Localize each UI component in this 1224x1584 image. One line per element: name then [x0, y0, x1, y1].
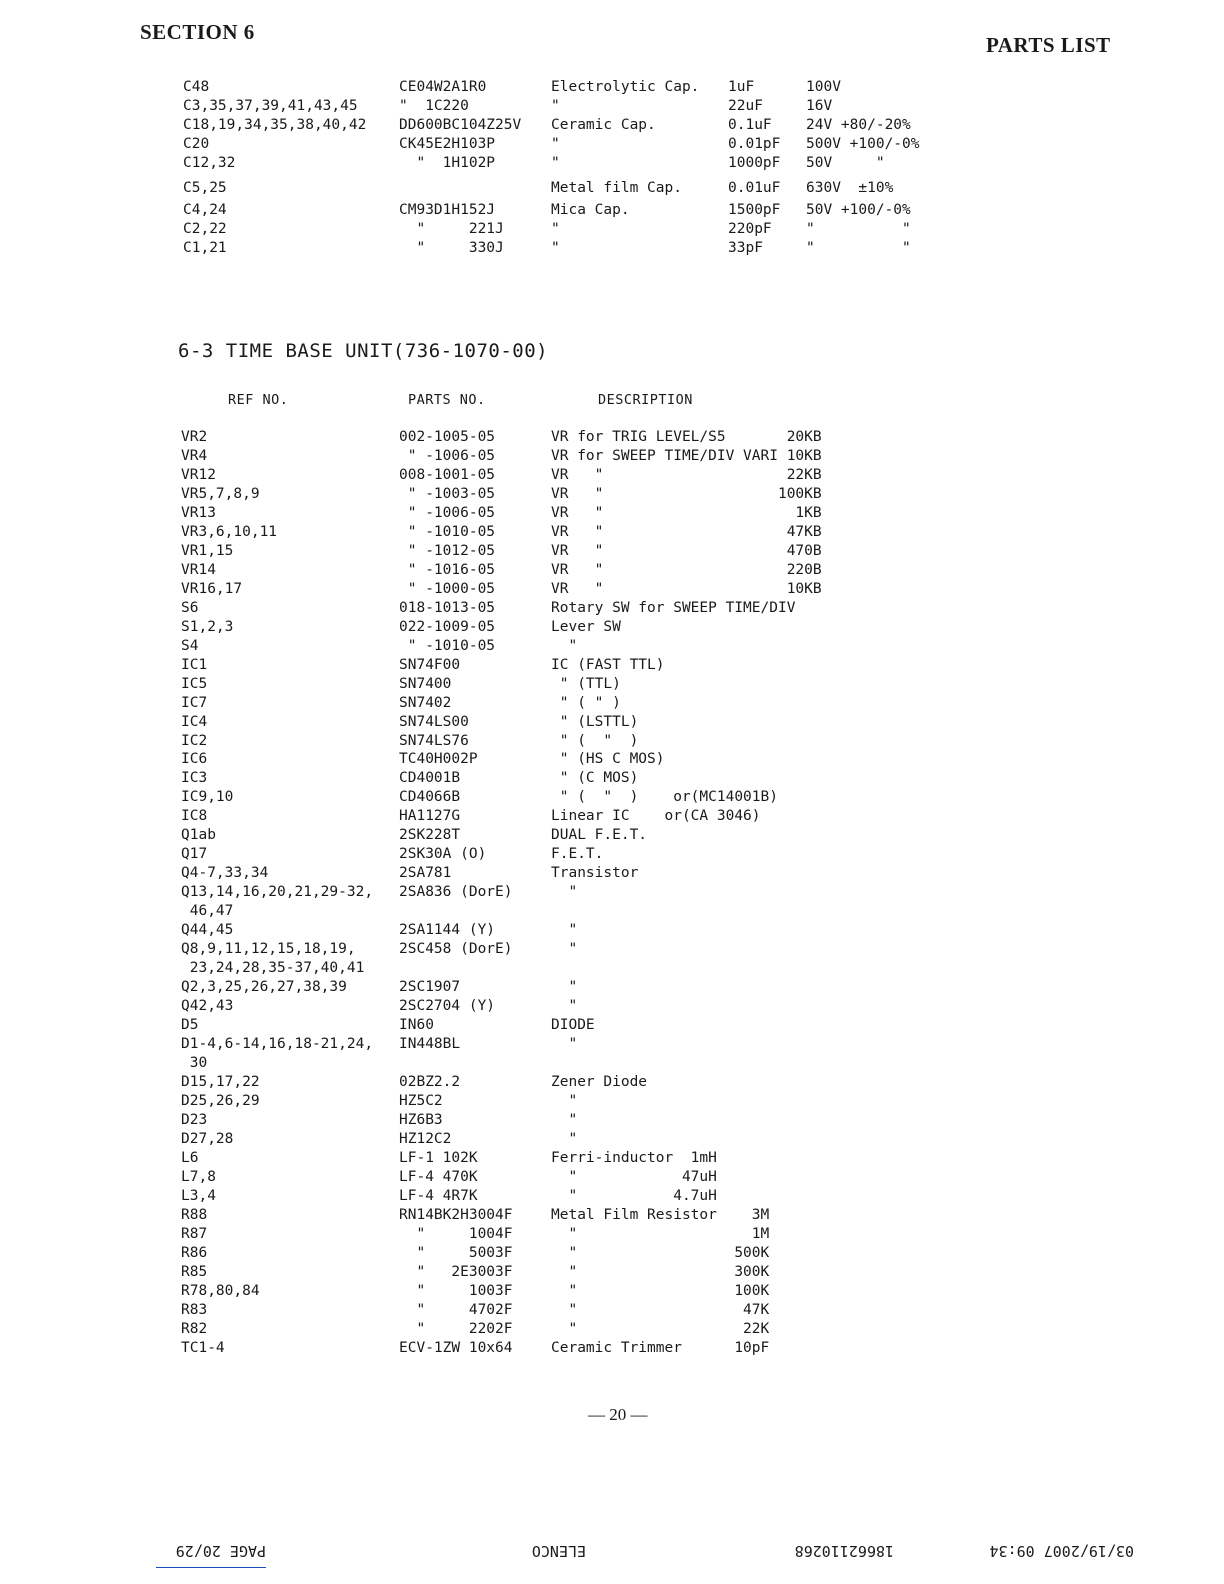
part-ref-cell: IC2: [181, 733, 208, 749]
part-part-cell: 2SC2704 (Y): [399, 998, 496, 1014]
cap-part-cell: DD600BC104Z25V: [399, 117, 522, 133]
part-ref-cell: VR12: [181, 467, 216, 483]
cap-ref-cell: C18,19,34,35,38,40,42: [183, 117, 367, 133]
part-ref-cell: 30: [181, 1055, 208, 1071]
part-ref-cell: R85: [181, 1264, 208, 1280]
part-ref-cell: VR13: [181, 505, 216, 521]
part-desc-cell: ": [551, 1036, 578, 1052]
part-part-cell: CD4001B: [399, 770, 461, 786]
cap-part-cell: " 330J: [399, 240, 504, 256]
part-desc-cell: VR " 220B: [551, 562, 822, 578]
cap-rating-cell: 630V ±10%: [806, 180, 894, 196]
part-desc-cell: ": [551, 922, 578, 938]
cap-desc-cell: ": [551, 240, 560, 256]
cap-part-cell: " 221J: [399, 221, 504, 237]
part-ref-cell: IC6: [181, 751, 208, 767]
section-heading: SECTION 6: [140, 20, 255, 44]
part-part-cell: " -1006-05: [399, 448, 496, 464]
cap-part-cell: CE04W2A1R0: [399, 79, 487, 95]
part-ref-cell: Q8,9,11,12,15,18,19,: [181, 941, 356, 957]
cap-desc-cell: Metal film Cap.: [551, 180, 682, 196]
part-part-cell: SN74LS00: [399, 714, 469, 730]
part-part-cell: 2SC1907: [399, 979, 461, 995]
part-ref-cell: 23,24,28,35-37,40,41: [181, 960, 365, 976]
part-desc-cell: VR " 22KB: [551, 467, 822, 483]
part-desc-cell: VR " 1KB: [551, 505, 822, 521]
part-desc-cell: " 100K: [551, 1283, 770, 1299]
cap-ref-cell: C1,21: [183, 240, 227, 256]
cap-value-cell: 1500pF: [728, 202, 781, 218]
cap-part-cell: " 1C220: [399, 98, 469, 114]
part-ref-cell: S4: [181, 638, 199, 654]
cap-ref-cell: C20: [183, 136, 210, 152]
part-part-cell: 2SA836 (DorE): [399, 884, 513, 900]
part-part-cell: SN74F00: [399, 657, 461, 673]
part-desc-cell: " (C MOS): [551, 770, 639, 786]
part-ref-cell: D23: [181, 1112, 208, 1128]
cap-value-cell: 33pF: [728, 240, 763, 256]
part-ref-cell: IC7: [181, 695, 208, 711]
part-ref-cell: TC1-4: [181, 1340, 225, 1356]
part-desc-cell: DUAL F.E.T.: [551, 827, 648, 843]
part-part-cell: " -1006-05: [399, 505, 496, 521]
part-part-cell: HA1127G: [399, 808, 461, 824]
part-desc-cell: " 300K: [551, 1264, 770, 1280]
part-ref-cell: Q2,3,25,26,27,38,39: [181, 979, 347, 995]
part-ref-cell: R82: [181, 1321, 208, 1337]
part-desc-cell: " (TTL): [551, 676, 621, 692]
part-part-cell: HZ12C2: [399, 1131, 452, 1147]
cap-ref-cell: C3,35,37,39,41,43,45: [183, 98, 358, 114]
part-ref-cell: Q4-7,33,34: [181, 865, 269, 881]
part-part-cell: HZ5C2: [399, 1093, 443, 1109]
part-part-cell: " -1000-05: [399, 581, 496, 597]
part-ref-cell: VR14: [181, 562, 216, 578]
part-ref-cell: R88: [181, 1207, 208, 1223]
part-ref-cell: Q42,43: [181, 998, 234, 1014]
part-desc-cell: Rotary SW for SWEEP TIME/DIV: [551, 600, 796, 616]
part-ref-cell: IC1: [181, 657, 208, 673]
fax-page-underline: [156, 1567, 266, 1568]
part-desc-cell: Linear IC or(CA 3046): [551, 808, 761, 824]
part-part-cell: SN74LS76: [399, 733, 469, 749]
part-part-cell: CD4066B: [399, 789, 461, 805]
part-ref-cell: D5: [181, 1017, 199, 1033]
cap-rating-cell: 24V +80/-20%: [806, 117, 911, 133]
part-desc-cell: " ( " ) or(MC14001B): [551, 789, 778, 805]
part-ref-cell: IC8: [181, 808, 208, 824]
part-part-cell: SN7402: [399, 695, 452, 711]
part-ref-cell: Q1ab: [181, 827, 216, 843]
part-part-cell: 02BZ2.2: [399, 1074, 461, 1090]
part-part-cell: " -1010-05: [399, 638, 496, 654]
cap-desc-cell: ": [551, 155, 560, 171]
part-ref-cell: D15,17,22: [181, 1074, 260, 1090]
part-part-cell: HZ6B3: [399, 1112, 443, 1128]
part-part-cell: LF-1 102K: [399, 1150, 478, 1166]
cap-value-cell: 1000pF: [728, 155, 781, 171]
part-part-cell: TC40H002P: [399, 751, 478, 767]
page-title: PARTS LIST: [986, 33, 1111, 57]
cap-ref-cell: C48: [183, 79, 210, 95]
part-part-cell: 002-1005-05: [399, 429, 496, 445]
part-part-cell: " -1016-05: [399, 562, 496, 578]
part-part-cell: 2SK228T: [399, 827, 461, 843]
part-desc-cell: ": [551, 941, 578, 957]
part-part-cell: 2SA1144 (Y): [399, 922, 496, 938]
page-number: — 20 —: [588, 1405, 648, 1424]
part-part-cell: 008-1001-05: [399, 467, 496, 483]
part-part-cell: LF-4 4R7K: [399, 1188, 478, 1204]
part-desc-cell: " 500K: [551, 1245, 770, 1261]
cap-desc-cell: Mica Cap.: [551, 202, 630, 218]
part-part-cell: SN7400: [399, 676, 452, 692]
fax-footer: [0, 1532, 1224, 1566]
part-desc-cell: IC (FAST TTL): [551, 657, 665, 673]
cap-desc-cell: ": [551, 98, 560, 114]
part-ref-cell: L7,8: [181, 1169, 216, 1185]
part-ref-cell: 46,47: [181, 903, 234, 919]
part-desc-cell: VR " 47KB: [551, 524, 822, 540]
part-ref-cell: Q17: [181, 846, 208, 862]
part-desc-cell: " 47K: [551, 1302, 770, 1318]
part-ref-cell: VR5,7,8,9: [181, 486, 260, 502]
cap-value-cell: 0.1uF: [728, 117, 772, 133]
part-part-cell: 2SC458 (DorE): [399, 941, 513, 957]
part-desc-cell: VR " 10KB: [551, 581, 822, 597]
part-ref-cell: IC4: [181, 714, 208, 730]
part-desc-cell: " 22K: [551, 1321, 770, 1337]
fax-datetime: 03/19/2007 09:34: [989, 1542, 1134, 1560]
part-desc-cell: Zener Diode: [551, 1074, 648, 1090]
cap-value-cell: 1uF: [728, 79, 755, 95]
fax-page: PAGE 20/29: [175, 1542, 266, 1560]
part-part-cell: 022-1009-05: [399, 619, 496, 635]
part-ref-cell: Q44,45: [181, 922, 234, 938]
part-ref-cell: R83: [181, 1302, 208, 1318]
cap-desc-cell: ": [551, 136, 560, 152]
cap-rating-cell: 100V: [806, 79, 841, 95]
column-header-description: DESCRIPTION: [598, 392, 693, 408]
part-part-cell: IN60: [399, 1017, 434, 1033]
part-ref-cell: IC3: [181, 770, 208, 786]
part-part-cell: 018-1013-05: [399, 600, 496, 616]
part-ref-cell: IC5: [181, 676, 208, 692]
part-desc-cell: " 1M: [551, 1226, 770, 1242]
cap-part-cell: CM93D1H152J: [399, 202, 496, 218]
cap-rating-cell: 500V +100/-0%: [806, 136, 920, 152]
part-desc-cell: F.E.T.: [551, 846, 604, 862]
fax-sender: ELENCO: [531, 1542, 586, 1560]
cap-value-cell: 22uF: [728, 98, 763, 114]
part-part-cell: 2SA781: [399, 865, 452, 881]
column-header-part: PARTS NO.: [408, 392, 486, 408]
part-ref-cell: L3,4: [181, 1188, 216, 1204]
part-ref-cell: R86: [181, 1245, 208, 1261]
cap-ref-cell: C4,24: [183, 202, 227, 218]
cap-part-cell: " 1H102P: [399, 155, 496, 171]
part-desc-cell: Lever SW: [551, 619, 621, 635]
part-ref-cell: L6: [181, 1150, 199, 1166]
part-ref-cell: VR3,6,10,11: [181, 524, 278, 540]
part-desc-cell: ": [551, 979, 578, 995]
part-ref-cell: IC9,10: [181, 789, 234, 805]
part-part-cell: " -1003-05: [399, 486, 496, 502]
part-desc-cell: " 47uH: [551, 1169, 717, 1185]
part-ref-cell: Q13,14,16,20,21,29-32,: [181, 884, 374, 900]
part-desc-cell: ": [551, 638, 578, 654]
unit-title: 6-3 TIME BASE UNIT(736-1070-00): [178, 340, 549, 362]
part-part-cell: IN448BL: [399, 1036, 461, 1052]
part-ref-cell: VR4: [181, 448, 208, 464]
part-part-cell: " 4702F: [399, 1302, 513, 1318]
part-desc-cell: ": [551, 884, 578, 900]
part-part-cell: " 2E3003F: [399, 1264, 513, 1280]
part-desc-cell: Metal Film Resistor 3M: [551, 1207, 770, 1223]
part-desc-cell: " (HS C MOS): [551, 751, 665, 767]
cap-desc-cell: ": [551, 221, 560, 237]
part-desc-cell: DIODE: [551, 1017, 595, 1033]
cap-ref-cell: C2,22: [183, 221, 227, 237]
part-part-cell: RN14BK2H3004F: [399, 1207, 513, 1223]
part-part-cell: " 1003F: [399, 1283, 513, 1299]
part-ref-cell: VR16,17: [181, 581, 243, 597]
part-desc-cell: Ceramic Trimmer 10pF: [551, 1340, 770, 1356]
part-desc-cell: ": [551, 1131, 578, 1147]
part-ref-cell: R78,80,84: [181, 1283, 260, 1299]
part-part-cell: " 1004F: [399, 1226, 513, 1242]
cap-rating-cell: " ": [806, 240, 911, 256]
part-desc-cell: VR " 100KB: [551, 486, 822, 502]
part-ref-cell: S1,2,3: [181, 619, 234, 635]
cap-rating-cell: 50V +100/-0%: [806, 202, 911, 218]
part-desc-cell: " ( " ): [551, 695, 621, 711]
cap-rating-cell: 50V ": [806, 155, 885, 171]
part-ref-cell: D27,28: [181, 1131, 234, 1147]
cap-ref-cell: C5,25: [183, 180, 227, 196]
cap-value-cell: 0.01pF: [728, 136, 781, 152]
cap-rating-cell: " ": [806, 221, 911, 237]
part-ref-cell: D25,26,29: [181, 1093, 260, 1109]
part-ref-cell: S6: [181, 600, 199, 616]
cap-rating-cell: 16V: [806, 98, 833, 114]
part-part-cell: ECV-1ZW 10x64: [399, 1340, 513, 1356]
cap-value-cell: 0.01uF: [728, 180, 781, 196]
cap-ref-cell: C12,32: [183, 155, 236, 171]
fax-phone: 18662110268: [794, 1542, 894, 1560]
part-desc-cell: Ferri-inductor 1mH: [551, 1150, 717, 1166]
part-ref-cell: VR2: [181, 429, 208, 445]
part-part-cell: " 2202F: [399, 1321, 513, 1337]
part-part-cell: " -1012-05: [399, 543, 496, 559]
part-desc-cell: VR " 470B: [551, 543, 822, 559]
column-header-ref: REF NO.: [228, 392, 289, 408]
part-desc-cell: VR for SWEEP TIME/DIV VARI 10KB: [551, 448, 822, 464]
part-desc-cell: ": [551, 1112, 578, 1128]
part-part-cell: " -1010-05: [399, 524, 496, 540]
part-ref-cell: VR1,15: [181, 543, 234, 559]
part-part-cell: " 5003F: [399, 1245, 513, 1261]
part-desc-cell: " (LSTTL): [551, 714, 639, 730]
part-part-cell: 2SK30A (O): [399, 846, 487, 862]
cap-desc-cell: Ceramic Cap.: [551, 117, 656, 133]
part-desc-cell: " ( " ): [551, 733, 639, 749]
cap-value-cell: 220pF: [728, 221, 772, 237]
part-desc-cell: Transistor: [551, 865, 639, 881]
part-desc-cell: ": [551, 1093, 578, 1109]
part-desc-cell: ": [551, 998, 578, 1014]
part-ref-cell: R87: [181, 1226, 208, 1242]
part-desc-cell: VR for TRIG LEVEL/S5 20KB: [551, 429, 822, 445]
part-ref-cell: D1-4,6-14,16,18-21,24,: [181, 1036, 374, 1052]
cap-part-cell: CK45E2H103P: [399, 136, 496, 152]
part-desc-cell: " 4.7uH: [551, 1188, 717, 1204]
part-part-cell: LF-4 470K: [399, 1169, 478, 1185]
cap-desc-cell: Electrolytic Cap.: [551, 79, 700, 95]
